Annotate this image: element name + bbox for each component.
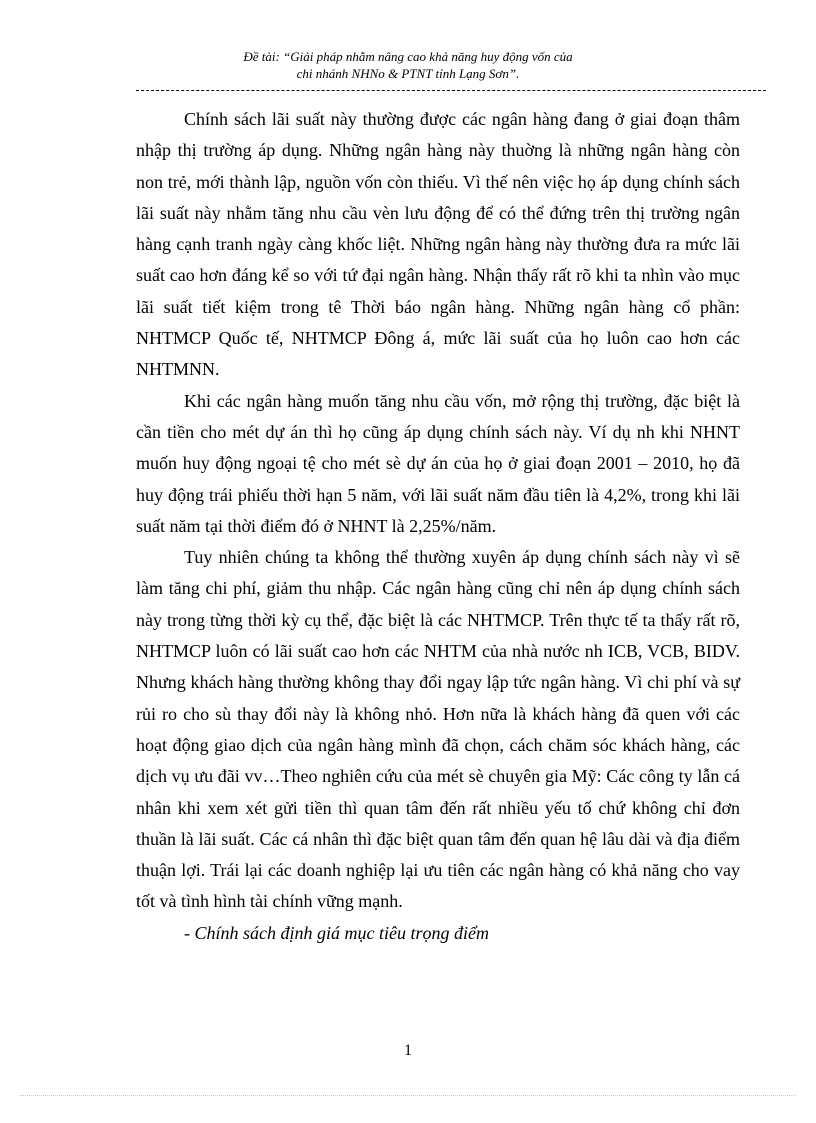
header-title-line2: chi nhánh NHNo & PTNT tỉnh Lạng Sơn”. bbox=[296, 66, 520, 81]
paragraph-2: Khi các ngân hàng muốn tăng nhu cầu vốn, mở rộng thị trường, đặc biệt là cần tiền cho mét dự án thì họ cũng áp dụng chính sách này. Ví dụ nh khi NHNT muốn huy động ngoại tệ cho mét sè dự án của họ ở giai đoạn 2001 – 2010, họ đã huy động trái phiếu thời hạn 5 năm, với lãi suất năm đầu tiên là 4,2%, trong khi lãi suất năm tại thời điểm đó ở NHNT là 2,25%/năm. bbox=[136, 390, 740, 536]
document-body bbox=[136, 104, 740, 949]
section-heading-italic: - Chính sách định giá mục tiêu trọng điểm bbox=[184, 922, 489, 943]
header-divider bbox=[136, 90, 766, 91]
document-header bbox=[0, 48, 816, 82]
paragraph-3: Tuy nhiên chúng ta không thể thường xuyên áp dụng chính sách này vì sẽ làm tăng chi phí, giảm thu nhập. Các ngân hàng cũng chỉ nên áp dụng chính sách này trong từng thời kỳ cụ thể, đặc biệt là các NHTMCP. Trên thực tế ta thấy rất rõ, NHTMCP luôn có lãi suất cao hơn các NHTM của nhà nước nh ICB, VCB, BIDV. Nhưng khách hàng thường không thay đổi ngay lập tức ngân hàng. Vì chi phí và sự rủi ro cho sù thay đổi này là không nhỏ. Hơn nữa là khách hàng đã quen với các hoạt động giao dịch của ngân hàng mình đã chọn, cách chăm sóc khách hàng, các dịch vụ ưu đãi vv…Theo nghiên cứu của mét sè chuyên gia Mỹ: Các công ty lẫn cá nhân khi xem xét gửi tiền thì quan tâm đến rất nhiều yếu tố chứ không chỉ đơn thuần là lãi suất. Các cá nhân thì đặc biệt quan tâm đến quan hệ lâu dài và địa điểm thuận lợi. Trái lại các doanh nghiệp lại ưu tiên các ngân hàng có khả năng cho vay tốt và tình hình tài chính vững mạnh. bbox=[136, 547, 740, 912]
header-title-line1: Đề tài: “Giải pháp nhằm nâng cao khả năng huy động vốn của bbox=[243, 49, 573, 64]
paragraph-1: Chính sách lãi suất này thường được các ngân hàng đang ở giai đoạn thâm nhập thị trường áp dụng. Những ngân hàng này thuờng là những ngân hàng còn non trẻ, mới thành lập, nguồn vốn còn thiếu. Vì thế nên việc họ áp dụng chính sách lãi suất này nhằm tăng nhu cầu vèn lưu động để có thể đứng trên thị trường ngân hàng cạnh tranh ngày càng khốc liệt. Những ngân hàng này thường đưa ra mức lãi suất cao hơn đáng kể so với tứ đại ngân hàng. Nhận thấy rất rõ khi ta nhìn vào mục lãi suất tiết kiệm trong tê Thời báo ngân hàng. Những ngân hàng cổ phần: NHTMCP Quốc tế, NHTMCP Đông á, mức lãi suất của họ luôn cao hơn các NHTMNN. bbox=[136, 109, 740, 380]
page-number: 1 bbox=[404, 1042, 412, 1059]
page-bottom-border bbox=[20, 1095, 796, 1096]
